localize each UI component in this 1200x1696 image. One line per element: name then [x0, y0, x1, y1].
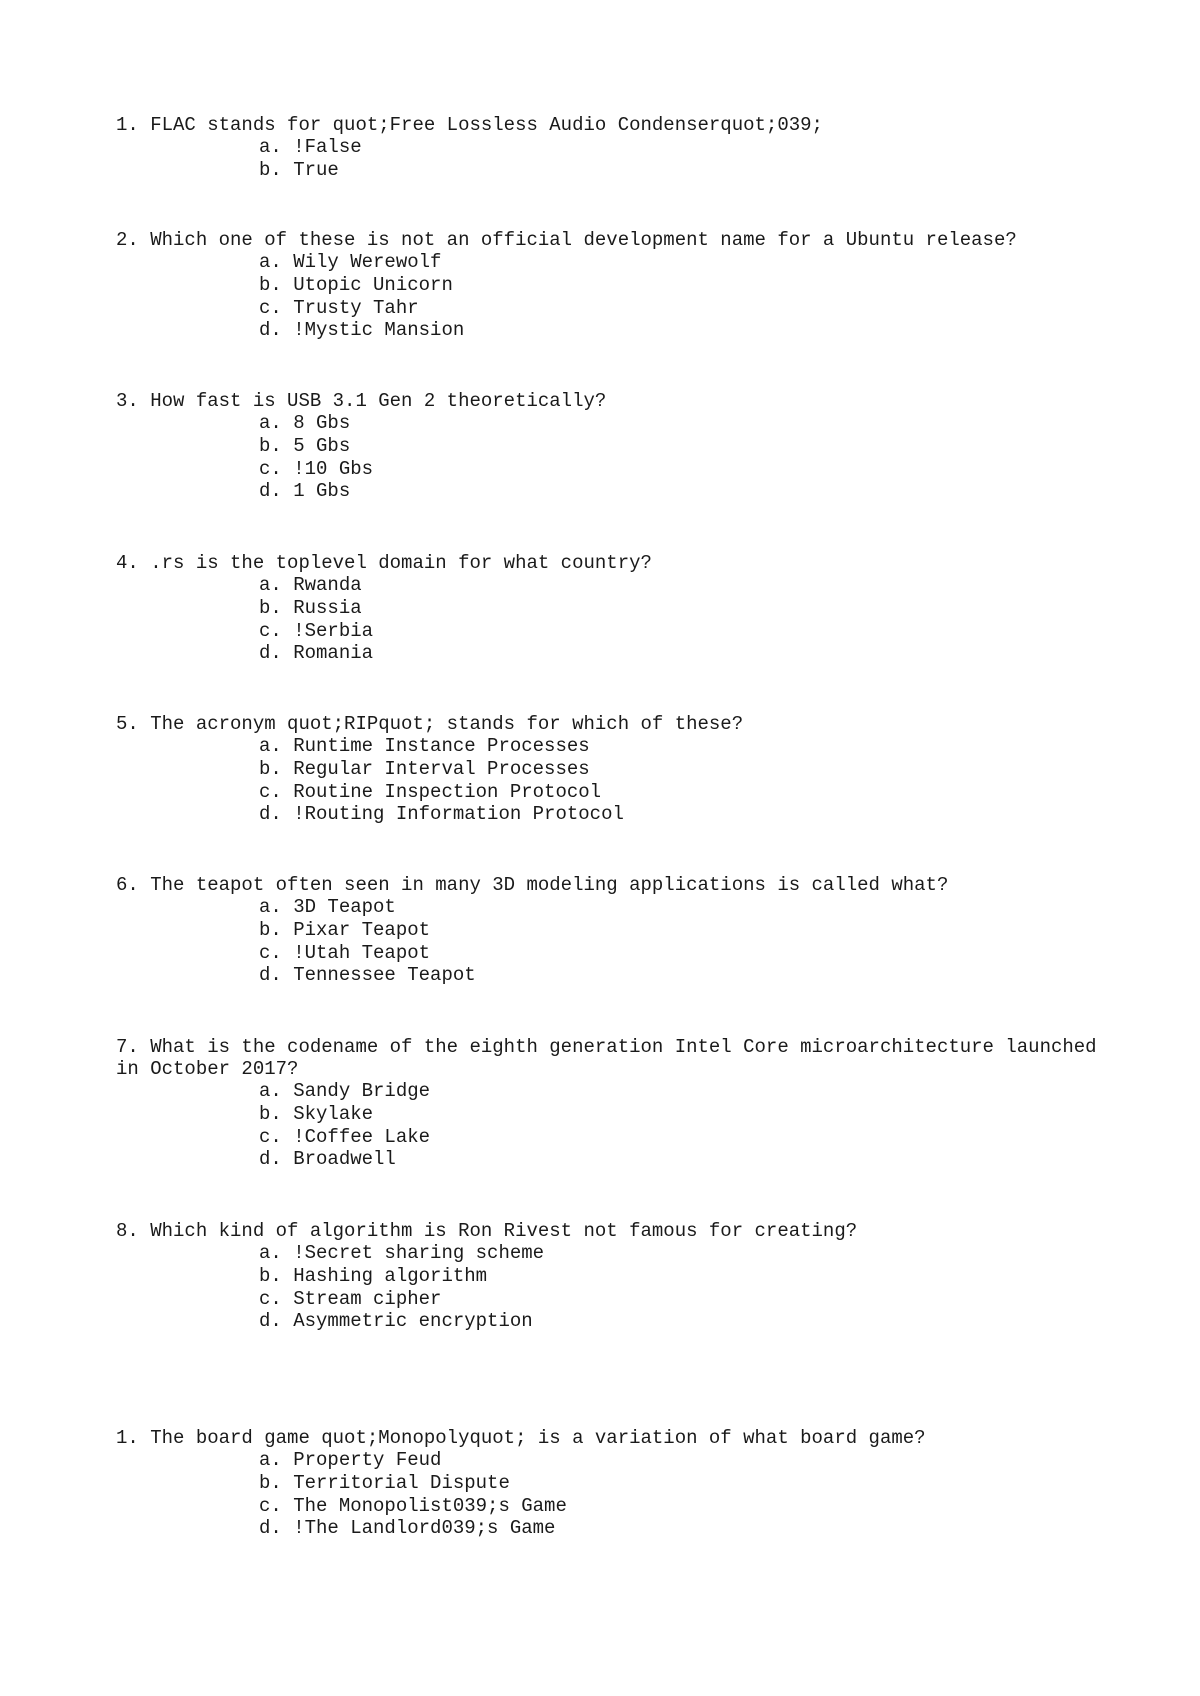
answer-option: b. Regular Interval Processes	[259, 757, 590, 780]
answer-options	[116, 1080, 1116, 1171]
answer-option: c. Trusty Tahr	[259, 296, 419, 319]
answer-option: a. !False	[259, 136, 362, 158]
answer-options	[116, 1242, 1116, 1333]
answer-option: d. Asymmetric encryption	[259, 1310, 533, 1333]
answer-options	[116, 896, 1116, 987]
answer-option: d. 1 Gbs	[259, 480, 351, 503]
question-block	[116, 552, 1116, 665]
answer-option: d. !Mystic Mansion	[259, 319, 465, 342]
answer-option: a. Runtime Instance Processes	[259, 735, 590, 757]
answer-option: d. Tennessee Teapot	[259, 964, 476, 987]
question-text: 5. The acronym quot;RIPquot; stands for which of these?	[116, 713, 744, 735]
answer-options	[116, 251, 1116, 342]
question-text: 4. .rs is the toplevel domain for what country?	[116, 552, 652, 574]
answer-option: a. Property Feud	[259, 1449, 442, 1471]
answer-option: b. Skylake	[259, 1102, 374, 1125]
question-block	[116, 874, 1116, 987]
question-text: 1. FLAC stands for quot;Free Lossless Audio Condenserquot;039;	[116, 114, 823, 136]
answer-options	[116, 574, 1116, 665]
answer-option: b. Hashing algorithm	[259, 1264, 488, 1287]
answer-option: b. Territorial Dispute	[259, 1471, 510, 1494]
question-text: 1. The board game quot;Monopolyquot; is a variation of what board game?	[116, 1427, 926, 1449]
answer-option: b. 5 Gbs	[259, 434, 351, 457]
answer-option: d. !The Landlord039;s Game	[259, 1517, 556, 1540]
question-block	[116, 390, 1116, 503]
question-text: 2. Which one of these is not an official development name for a Ubuntu release?	[116, 229, 1017, 251]
answer-option: c. !Utah Teapot	[259, 941, 431, 964]
answer-option: c. !Serbia	[259, 619, 374, 642]
answer-option: b. Pixar Teapot	[259, 918, 431, 941]
answer-option: c. The Monopolist039;s Game	[259, 1494, 567, 1517]
question-block	[116, 713, 1116, 826]
question-text: 7. What is the codename of the eighth generation Intel Core microarchitecture launched in October 2017?	[116, 1036, 1108, 1080]
answer-option: b. Russia	[259, 596, 362, 619]
answer-options	[116, 735, 1116, 826]
question-block	[116, 114, 1116, 182]
answer-option: c. Stream cipher	[259, 1287, 442, 1310]
answer-option: a. !Secret sharing scheme	[259, 1242, 545, 1264]
answer-option: a. Rwanda	[259, 574, 362, 596]
answer-options	[116, 1449, 1116, 1540]
answer-option: a. Wily Werewolf	[259, 251, 442, 273]
answer-option: a. 8 Gbs	[259, 412, 351, 434]
question-block	[116, 1036, 1116, 1171]
answer-options	[116, 412, 1116, 503]
answer-option: b. Utopic Unicorn	[259, 273, 453, 296]
answer-option: a. Sandy Bridge	[259, 1080, 431, 1102]
answer-options	[116, 136, 1116, 182]
question-block	[116, 229, 1116, 342]
question-text: 6. The teapot often seen in many 3D modeling applications is called what?	[116, 874, 949, 896]
question-block	[116, 1220, 1116, 1333]
answer-option: d. Romania	[259, 642, 374, 665]
answer-option: b. True	[259, 158, 339, 181]
answer-option: c. !Coffee Lake	[259, 1125, 431, 1148]
answer-option: a. 3D Teapot	[259, 896, 396, 918]
question-text: 3. How fast is USB 3.1 Gen 2 theoretically?	[116, 390, 607, 412]
answer-option: c. Routine Inspection Protocol	[259, 780, 602, 803]
question-block	[116, 1427, 1116, 1540]
answer-option: c. !10 Gbs	[259, 457, 374, 480]
question-text: 8. Which kind of algorithm is Ron Rivest not famous for creating?	[116, 1220, 858, 1242]
answer-option: d. !Routing Information Protocol	[259, 803, 624, 826]
answer-option: d. Broadwell	[259, 1148, 396, 1171]
